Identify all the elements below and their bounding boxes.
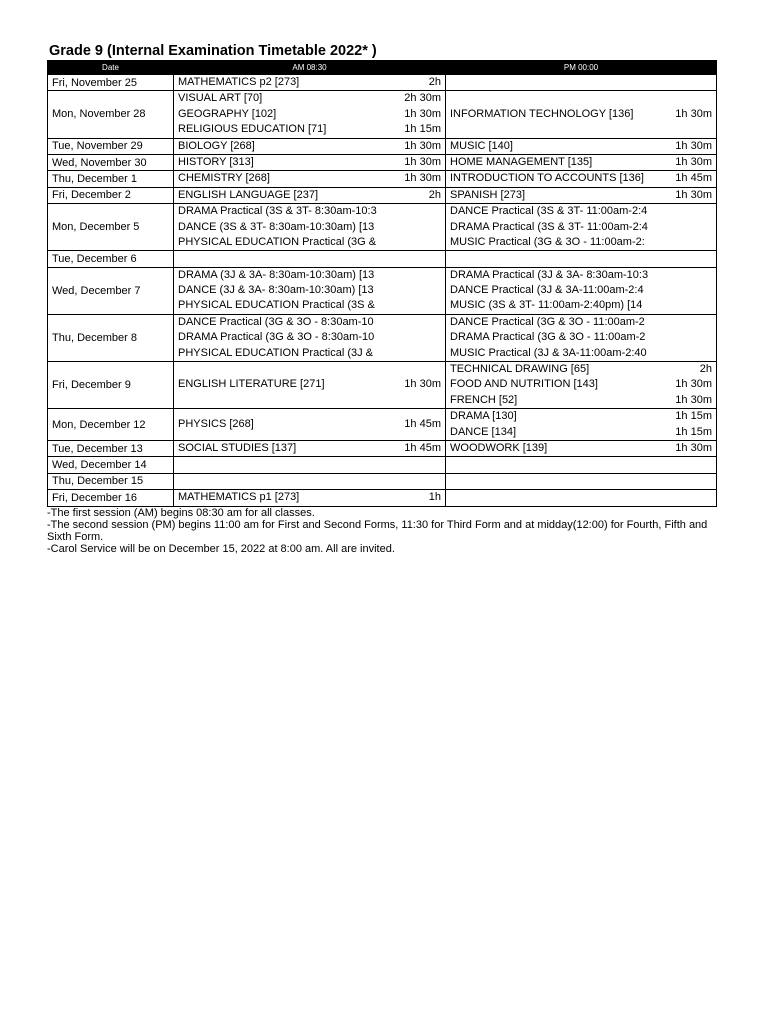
pm-session-cell <box>446 154 717 170</box>
exam-entry <box>450 315 712 330</box>
exam-duration: 1h 30m <box>675 378 712 391</box>
exam-subject: MUSIC [140] <box>450 139 513 152</box>
date-cell: Tue, November 29 <box>48 138 174 154</box>
header-am: AM 08:30 <box>174 61 446 75</box>
page-title: Grade 9 (Internal Examination Timetable 2022* ) <box>49 43 377 59</box>
date-cell: Fri, November 25 <box>48 75 174 91</box>
exam-duration: 1h 30m <box>404 172 441 185</box>
exam-duration <box>437 346 441 361</box>
table-row <box>48 440 717 456</box>
exam-entry <box>178 417 441 432</box>
exam-entry <box>178 139 441 154</box>
date-cell: Thu, December 8 <box>48 314 174 361</box>
table-row <box>48 251 717 267</box>
exam-subject: DRAMA Practical (3S & 3T- 8:30am-10:3 <box>178 205 377 218</box>
exam-entry <box>450 441 712 456</box>
exam-entry <box>450 283 712 298</box>
exam-subject: DRAMA Practical (3J & 3A- 8:30am-10:3 <box>450 268 649 281</box>
date-cell: Wed, November 30 <box>48 154 174 170</box>
table-row <box>48 457 717 473</box>
table-row <box>48 267 717 314</box>
am-session-cell <box>174 187 446 203</box>
exam-subject: SOCIAL STUDIES [137] <box>178 441 297 454</box>
exam-subject: INTRODUCTION TO ACCOUNTS [136] <box>450 172 644 185</box>
exam-duration: 1h 30m <box>404 107 441 120</box>
exam-subject: TECHNICAL DRAWING [65] <box>450 363 590 376</box>
table-row <box>48 187 717 203</box>
header-pm: PM 00:00 <box>446 61 717 75</box>
note-line: -The first session (AM) begins 08:30 am for all classes. <box>47 506 315 519</box>
date-cell: Wed, December 14 <box>48 457 174 473</box>
date-cell: Mon, December 5 <box>48 204 174 251</box>
empty-slot <box>450 251 712 266</box>
timetable-table <box>47 60 717 507</box>
empty-slot <box>178 251 441 266</box>
exam-duration: 1h 30m <box>675 107 712 120</box>
empty-slot <box>450 457 712 472</box>
exam-subject: RELIGIOUS EDUCATION [71] <box>178 123 327 136</box>
exam-duration: 1h 30m <box>404 155 441 168</box>
am-session-cell <box>174 251 446 267</box>
exam-duration <box>708 268 712 283</box>
exam-duration <box>708 220 712 235</box>
date-cell: Fri, December 16 <box>48 490 174 506</box>
pm-session-cell <box>446 187 717 203</box>
am-session-cell <box>174 473 446 489</box>
exam-entry <box>178 122 441 137</box>
exam-duration <box>437 235 441 250</box>
exam-subject: MUSIC Practical (3G & 3O - 11:00am-2: <box>450 235 645 248</box>
exam-subject: DRAMA Practical (3G & 3O - 11:00am-2 <box>450 331 646 344</box>
am-session-cell <box>174 171 446 187</box>
table-row <box>48 171 717 187</box>
exam-entry <box>450 346 712 361</box>
exam-duration <box>708 330 712 345</box>
empty-slot <box>450 490 712 505</box>
exam-subject: PHYSICAL EDUCATION Practical (3G & <box>178 235 377 248</box>
exam-subject: PHYSICAL EDUCATION Practical (3J & <box>178 346 373 359</box>
pm-session-cell <box>446 171 717 187</box>
am-session-cell <box>174 154 446 170</box>
exam-duration: 1h 30m <box>675 139 712 152</box>
date-cell: Thu, December 1 <box>48 171 174 187</box>
exam-entry <box>178 204 441 219</box>
exam-subject: HISTORY [313] <box>178 155 254 168</box>
exam-subject: GEOGRAPHY [102] <box>178 107 277 120</box>
table-row <box>48 490 717 506</box>
am-session-cell <box>174 91 446 138</box>
exam-entry <box>450 204 712 219</box>
am-session-cell <box>174 440 446 456</box>
exam-duration <box>437 283 441 298</box>
exam-subject: BIOLOGY [268] <box>178 139 255 152</box>
exam-duration: 1h 30m <box>404 139 441 152</box>
exam-subject: WOODWORK [139] <box>450 441 548 454</box>
exam-duration <box>708 283 712 298</box>
empty-slot <box>450 474 712 489</box>
am-session-cell <box>174 267 446 314</box>
am-session-cell <box>174 75 446 91</box>
exam-subject: FRENCH [52] <box>450 393 518 406</box>
exam-subject: DANCE Practical (3J & 3A-11:00am-2:4 <box>450 284 644 297</box>
exam-duration: 2h <box>428 76 441 88</box>
exam-entry <box>450 362 712 377</box>
exam-duration: 2h <box>428 188 441 201</box>
notes <box>47 507 715 555</box>
exam-duration: 1h 45m <box>675 172 712 185</box>
pm-session-cell <box>446 251 717 267</box>
exam-duration: 1h <box>428 491 441 504</box>
exam-entry <box>178 75 441 90</box>
table-row <box>48 204 717 251</box>
exam-entry <box>178 441 441 456</box>
exam-entry <box>178 107 441 122</box>
exam-duration <box>708 204 712 219</box>
pm-session-cell <box>446 267 717 314</box>
exam-duration <box>437 298 441 313</box>
empty-slot <box>178 457 441 472</box>
table-row <box>48 314 717 361</box>
date-cell: Tue, December 6 <box>48 251 174 267</box>
exam-entry <box>178 220 441 235</box>
date-cell: Fri, December 9 <box>48 362 174 409</box>
timetable-body <box>48 75 717 507</box>
pm-session-cell <box>446 440 717 456</box>
exam-subject: ENGLISH LITERATURE [271] <box>178 378 325 391</box>
exam-duration <box>437 315 441 330</box>
empty-slot <box>178 474 441 489</box>
table-row <box>48 409 717 441</box>
exam-duration: 2h <box>699 363 712 376</box>
exam-entry <box>450 188 712 203</box>
exam-duration: 1h 15m <box>404 123 441 136</box>
header-row <box>48 61 717 75</box>
am-session-cell <box>174 138 446 154</box>
exam-entry <box>178 235 441 250</box>
pm-session-cell <box>446 75 717 91</box>
exam-subject: MUSIC Practical (3J & 3A-11:00am-2:40 <box>450 346 647 359</box>
table-row <box>48 154 717 170</box>
exam-subject: DRAMA Practical (3G & 3O - 8:30am-10 <box>178 331 375 344</box>
exam-duration: 1h 45m <box>404 441 441 454</box>
exam-duration: 1h 30m <box>404 378 441 391</box>
am-session-cell <box>174 490 446 506</box>
am-session-cell <box>174 314 446 361</box>
pm-session-cell <box>446 409 717 441</box>
exam-entry <box>450 409 712 424</box>
note-line: -Carol Service will be on December 15, 2022 at 8:00 am. All are invited. <box>47 542 395 555</box>
exam-subject: DANCE [134] <box>450 425 517 438</box>
exam-entry <box>178 330 441 345</box>
exam-duration: 1h 30m <box>675 155 712 168</box>
pm-session-cell <box>446 362 717 409</box>
pm-session-cell <box>446 457 717 473</box>
exam-entry <box>450 393 712 408</box>
date-cell: Mon, November 28 <box>48 91 174 138</box>
exam-entry <box>178 298 441 313</box>
exam-duration: 1h 15m <box>675 425 712 438</box>
date-cell: Thu, December 15 <box>48 473 174 489</box>
exam-entry <box>178 171 441 186</box>
table-row <box>48 91 717 138</box>
table-row <box>48 473 717 489</box>
table-row <box>48 75 717 91</box>
exam-subject: DRAMA Practical (3S & 3T- 11:00am-2:4 <box>450 220 648 233</box>
exam-duration: 1h 30m <box>675 441 712 454</box>
exam-duration <box>437 220 441 235</box>
pm-session-cell <box>446 204 717 251</box>
pm-session-cell <box>446 314 717 361</box>
exam-subject: DANCE Practical (3S & 3T- 11:00am-2:4 <box>450 205 648 218</box>
exam-entry <box>450 139 712 154</box>
exam-subject: PHYSICS [268] <box>178 417 254 430</box>
exam-entry <box>178 155 441 170</box>
exam-entry <box>450 220 712 235</box>
exam-duration <box>437 268 441 283</box>
pm-session-cell <box>446 473 717 489</box>
am-session-cell <box>174 409 446 441</box>
exam-entry <box>450 330 712 345</box>
exam-subject: PHYSICAL EDUCATION Practical (3S & <box>178 299 375 312</box>
empty-slot <box>450 75 712 90</box>
pm-session-cell <box>446 91 717 138</box>
note-line: -The second session (PM) begins 11:00 am for First and Second Forms, 11:30 for Third Form and at midday(12:00) for Fourth, Fifth and Sixth Form. <box>47 518 708 543</box>
exam-entry <box>178 283 441 298</box>
exam-entry <box>450 107 712 122</box>
exam-entry <box>178 91 441 106</box>
am-session-cell <box>174 204 446 251</box>
exam-entry <box>178 377 441 392</box>
exam-duration: 2h 30m <box>404 92 441 105</box>
am-session-cell <box>174 362 446 409</box>
exam-duration <box>708 235 712 250</box>
exam-duration <box>437 204 441 219</box>
exam-duration: 1h 45m <box>404 417 441 430</box>
exam-entry <box>450 298 712 313</box>
exam-subject: MATHEMATICS p1 [273] <box>178 491 300 504</box>
exam-entry <box>450 155 712 170</box>
exam-subject: MUSIC (3S & 3T- 11:00am-2:40pm) [14 <box>450 299 643 312</box>
exam-subject: INFORMATION TECHNOLOGY [136] <box>450 107 634 120</box>
exam-entry <box>450 425 712 440</box>
exam-entry <box>450 268 712 283</box>
exam-subject: MATHEMATICS p2 [273] <box>178 76 300 88</box>
exam-subject: SPANISH [273] <box>450 188 525 201</box>
exam-entry <box>450 171 712 186</box>
table-row <box>48 138 717 154</box>
date-cell: Tue, December 13 <box>48 440 174 456</box>
exam-subject: ENGLISH LANGUAGE [237] <box>178 188 318 201</box>
exam-subject: DANCE Practical (3G & 3O - 8:30am-10 <box>178 315 374 328</box>
exam-entry <box>178 346 441 361</box>
exam-duration <box>708 346 712 361</box>
exam-entry <box>178 268 441 283</box>
table-row <box>48 362 717 409</box>
exam-subject: CHEMISTRY [268] <box>178 172 270 185</box>
exam-subject: DRAMA (3J & 3A- 8:30am-10:30am) [13 <box>178 268 375 281</box>
date-cell: Fri, December 2 <box>48 187 174 203</box>
exam-subject: DANCE Practical (3G & 3O - 11:00am-2 <box>450 315 645 328</box>
exam-subject: DANCE (3J & 3A- 8:30am-10:30am) [13 <box>178 284 374 297</box>
exam-subject: HOME MANAGEMENT [135] <box>450 155 593 168</box>
exam-entry <box>178 188 441 203</box>
pm-session-cell <box>446 138 717 154</box>
exam-duration <box>708 298 712 313</box>
exam-subject: VISUAL ART [70] <box>178 92 263 105</box>
date-cell: Wed, December 7 <box>48 267 174 314</box>
pm-session-cell <box>446 490 717 506</box>
exam-duration: 1h 30m <box>675 393 712 406</box>
header-date: Date <box>48 61 174 75</box>
exam-entry <box>450 377 712 392</box>
exam-subject: FOOD AND NUTRITION [143] <box>450 378 598 391</box>
am-session-cell <box>174 457 446 473</box>
exam-subject: DRAMA [130] <box>450 410 517 423</box>
exam-subject: DANCE (3S & 3T- 8:30am-10:30am) [13 <box>178 220 375 233</box>
exam-duration: 1h 15m <box>675 410 712 423</box>
exam-entry <box>178 490 441 505</box>
date-cell: Mon, December 12 <box>48 409 174 441</box>
exam-duration <box>708 315 712 330</box>
exam-duration <box>437 330 441 345</box>
timetable-sheet <box>47 42 715 555</box>
exam-entry <box>450 235 712 250</box>
exam-entry <box>178 315 441 330</box>
exam-duration: 1h 30m <box>675 188 712 201</box>
